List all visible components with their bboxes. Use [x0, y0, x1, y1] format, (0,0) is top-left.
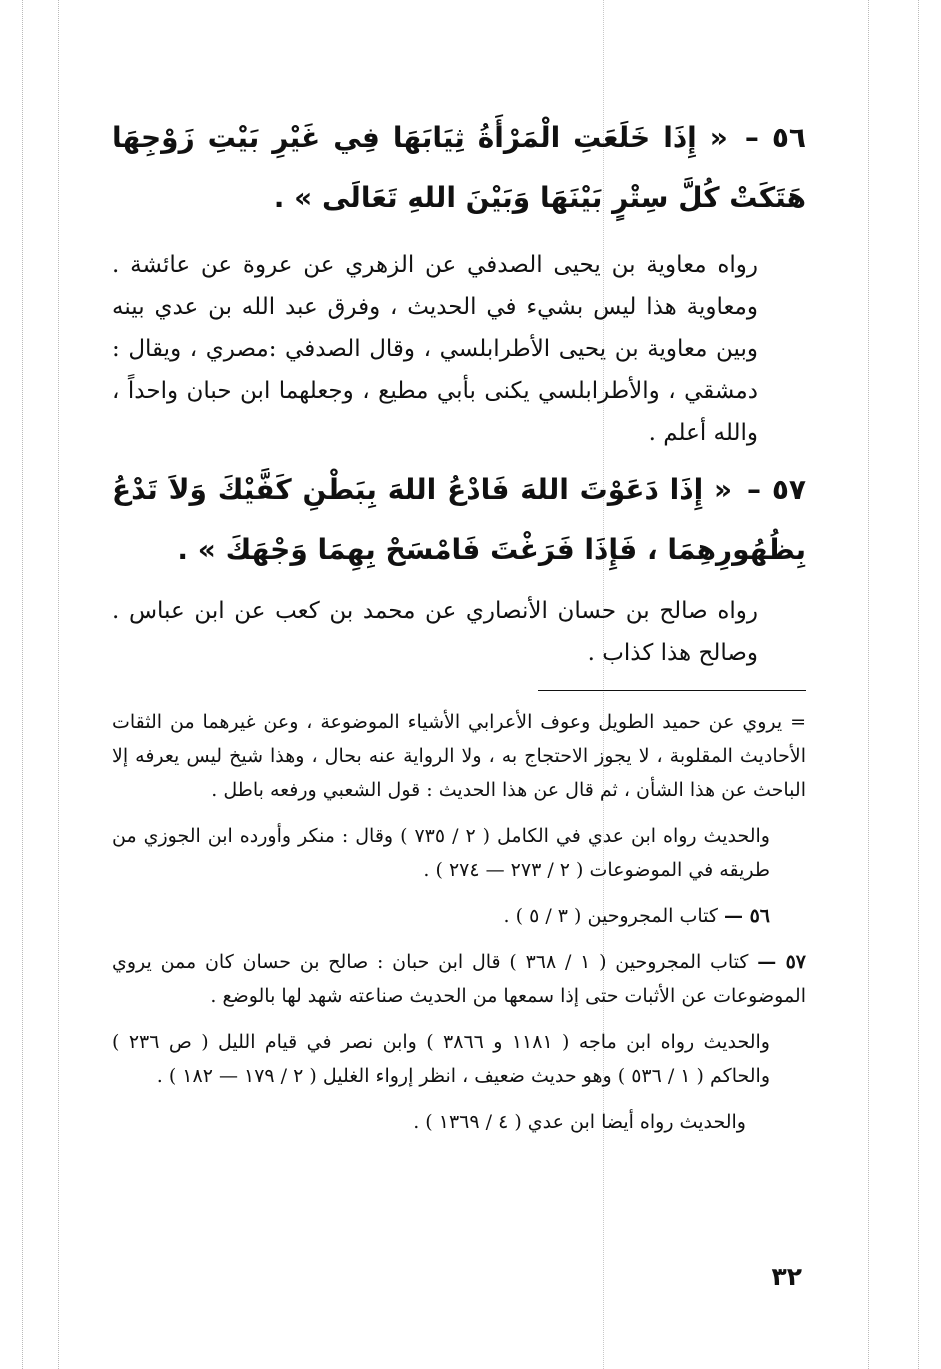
hadith-57-narration: رواه صالح بن حسان الأنصاري عن محمد بن كعب عن ابن عباس . وصالح هذا كذاب .: [112, 598, 758, 666]
right-edge-dots-2: [918, 0, 919, 1369]
right-edge-dots: [868, 0, 869, 1369]
page-number: ٣٢: [771, 1262, 802, 1291]
footnote-57: [112, 945, 806, 1013]
footnote-57-3: والحديث رواه أيضا ابن عدي ( ٤ / ١٣٦٩ ) .: [413, 1111, 746, 1133]
hadith-57-number: ٥٧ –: [746, 473, 807, 506]
footnote-57-text: كتاب المجروحين ( ١ / ٣٦٨ ) قال ابن حبان : صالح بن حسان كان ممن يروي الموضوعات عن الأثبات حتى إذا سمعها من الحديث صناعته شهد لها بالوضع .: [112, 951, 806, 1007]
hadith-56-narration: رواه معاوية بن يحيى الصدفي عن الزهري عن عروة عن عائشة . ومعاوية هذا ليس بشيء في الحديث ، وفرق عبد الله بن عدي بينه وبين معاوية بن يحيى الأطرابلسي ، وقال الصدفي :مصري ، ويقال : دمشقي ، والأطرابلسي يكنى بأبي مطيع ، وجعلهما ابن حبان واحداً ، والله أعلم .: [112, 252, 758, 446]
footnotes: [112, 705, 806, 1139]
hadith-56-text: « إِذَا خَلَعَتِ الْمَرْأَةُ ثِيَابَهَا فِي غَيْرِ بَيْتِ زَوْجِهَا هَتَكَتْ كُلَّ سِتْرٍ بَيْنَهَا وَبَيْنَ اللهِ تَعَالَى » .: [112, 121, 806, 214]
hadith-56-number: ٥٦ –: [744, 121, 807, 154]
hadith-57: [112, 460, 806, 580]
footnote-56: [112, 899, 806, 933]
footnote-56-label: ٥٦ —: [723, 905, 770, 927]
left-edge-dots: [22, 0, 23, 1369]
footnote-continuation-2: والحديث رواه ابن عدي في الكامل ( ٢ / ٧٣٥ ) وقال : منكر وأورده ابن الجوزي من طريقه في الموضوعات ( ٢ / ٢٧٣ — ٢٧٤ ) .: [112, 825, 770, 881]
footnote-separator: [538, 690, 806, 691]
left-edge-dots-2: [58, 0, 59, 1369]
footnote-continuation: = يروي عن حميد الطويل وعوف الأعرابي الأشياء الموضوعة ، وعن غيرهما من الثقات الأحاديث المقلوبة ، لا يجوز الاحتجاج به ، ولا الرواية عنه بحال ، وهذا شيخ ليس يعرفه إلا الباحث عن هذا الشأن ، ثم قال عن هذا الحديث : قول الشعبي ورفعه باطل .: [112, 711, 806, 801]
hadith-56: [112, 108, 806, 228]
footnote-57-label: ٥٧ —: [757, 951, 806, 973]
page-body: [112, 108, 806, 1151]
hadith-57-text: « إِذَا دَعَوْتَ اللهَ فَادْعُ اللهَ بِبَطْنِ كَفَّيْكَ وَلاَ تَدْعُ بِظُهُورِهِمَا ، فَإِذَا فَرَغْتَ فَامْسَحْ بِهِمَا وَجْهَكَ » .: [112, 473, 806, 566]
footnote-56-text: كتاب المجروحين ( ٣ / ٥ ) .: [503, 905, 718, 927]
footnote-57-2: والحديث رواه ابن ماجه ( ١١٨١ و ٣٨٦٦ ) وابن نصر في قيام الليل ( ص ٢٣٦ ) والحاكم ( ١ / ٥٣٦ ) وهو حديث ضعيف ، انظر إرواء الغليل ( ٢ / ١٧٩ — ١٨٢ ) .: [112, 1031, 770, 1087]
